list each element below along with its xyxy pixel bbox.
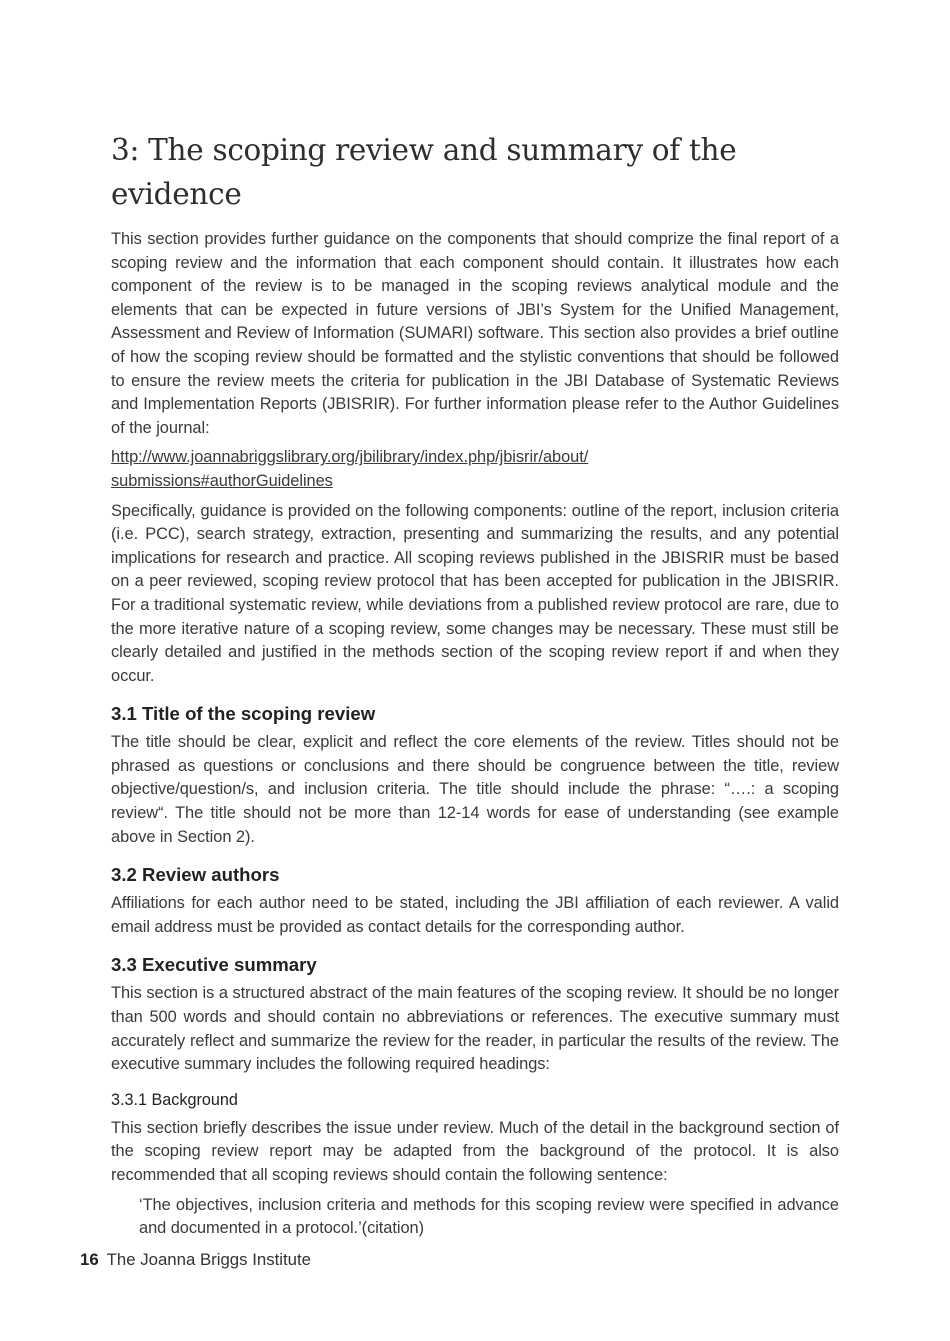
- section-3-1-heading: 3.1 Title of the scoping review: [111, 703, 376, 725]
- intro-paragraph-2: Specifically, guidance is provided on the following components: outline of the report, inclusion criteria (i.e. PCC), search strategy, extraction, presenting and summarizing the results, and any potential implications for research and practice. All scoping reviews published in the JBISRIR must be based on a peer reviewed, scoping review protocol that has been accepted for publication in the JBISRIR. For a traditional systematic review, while deviations from a published review protocol are rare, due to the more iterative nature of a scoping review, some changes may be necessary. These must still be clearly detailed and justified in the methods section of the scoping review report if and when they occur.: [111, 501, 839, 685]
- section-heading: 3: The scoping review and summary of the evidence: [111, 133, 737, 211]
- section-3-2-text: Affiliations for each author need to be stated, including the JBI affiliation of each reviewer. A valid email address must be provided as contact details for the corresponding author.: [111, 894, 839, 936]
- section-3-3-heading: 3.3 Executive summary: [111, 954, 317, 976]
- page-footer: [80, 1250, 311, 1270]
- section-3-3-text: This section is a structured abstract of the main features of the scoping review. It should be no longer than 500 words and should contain no abbreviations or references. The executive summary must accurately reflect and summarize the review for the reader, in particular the results of the review. The executive summary includes the following required headings:: [111, 984, 839, 1074]
- publisher-name: The Joanna Briggs Institute: [106, 1250, 311, 1269]
- link-line-2: submissions#authorGuidelines: [111, 471, 333, 490]
- section-3-3-1-text: This section briefly describes the issue under review. Much of the detail in the background section of the scoping review report may be adapted from the background of the protocol. It is also recommended that all scoping reviews should contain the following sentence:: [111, 1118, 839, 1184]
- author-guidelines-link[interactable]: [111, 448, 588, 490]
- protocol-statement-quote: ‘The objectives, inclusion criteria and methods for this scoping review were specified in advance and documented in a protocol.’(citation): [139, 1195, 839, 1238]
- author-guidelines-link-block: [111, 446, 839, 493]
- intro-paragraph-1: This section provides further guidance on the components that should comprize the final report of a scoping review and the information that each component should contain. It illustrates how each component of the review is to be managed in the scoping reviews analytical module and the elements that can be expected in future versions of JBI’s System for the Unified Management, Assessment and Review of Information (SUMARI) software. This section also provides a brief outline of how the scoping review should be formatted and the stylistic conventions that should be followed to ensure the review meets the criteria for publication in the JBI Database of Systematic Reviews and Implementation Reports (JBISRIR). For further information please refer to the Author Guidelines of the journal:: [111, 230, 839, 437]
- section-3-1-text: The title should be clear, explicit and reflect the core elements of the review. Titles should not be phrased as questions or conclusions and there should be congruence between the title, review objective/question/s, and inclusion criteria. The title should include the phrase: “….: a scoping review“. The title should not be more than 12-14 words for ease of understanding (see example above in Section 2).: [111, 733, 839, 846]
- page-number: 16: [80, 1250, 99, 1269]
- section-3-3-1-heading: 3.3.1 Background: [111, 1090, 238, 1109]
- link-line-1: http://www.joannabriggslibrary.org/jbilibrary/index.php/jbisrir/about/: [111, 448, 589, 467]
- page-content: [111, 128, 839, 1247]
- section-3-2-heading: 3.2 Review authors: [111, 864, 280, 886]
